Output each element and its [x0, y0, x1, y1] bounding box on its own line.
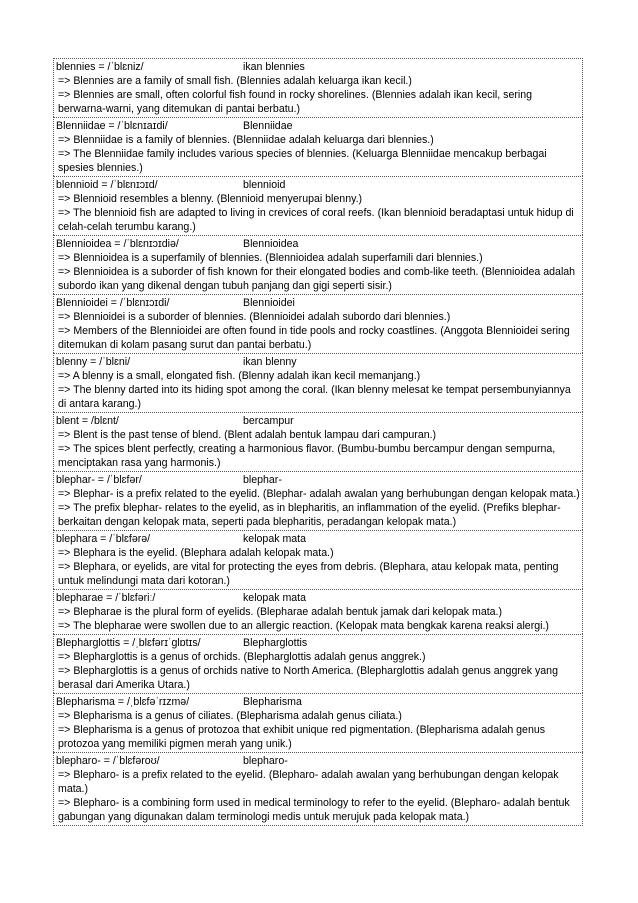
entry-headword: blephara = /ˈblɛfərə/: [56, 533, 151, 545]
entry-sentence: => The blenny darted into its hiding spot among the coral. (Ikan blenny melesat ke tempat persembunyiannya di antara karang.): [58, 384, 571, 410]
entry-sentence: => A blenny is a small, elongated fish. (Blenny adalah ikan kecil memanjang.): [58, 370, 421, 382]
entry-header: [56, 695, 580, 709]
entry-sentence: => Blephara, or eyelids, are vital for protecting the eyes from debris. (Blephara, atau kelopak mata, penting untuk melindungi mata dari kotoran.): [58, 561, 559, 587]
entry-headword: Blepharisma = /ˌblɛfəˈrɪzmə/: [56, 696, 190, 708]
entry-headword: Blennioidei = /ˈblɛnɪɔɪdi/: [56, 297, 170, 309]
entry-translation: Blepharisma: [243, 696, 302, 708]
entry-sentence: => Members of the Blennioidei are often found in tide pools and rocky coastlines. (Anggota Blennioidei sering ditemukan di kolam pasang surut dan pantai berbatu.): [58, 325, 570, 351]
entry-sentence: => Blennioid resembles a blenny. (Blennioid menyerupai blenny.): [58, 193, 363, 205]
entry-sentence: => Blephar- is a prefix related to the eyelid. (Blephar- adalah awalan yang berhubungan dengan kelopak mata.): [58, 488, 580, 500]
entry-translation: Blepharglottis: [243, 637, 308, 649]
dictionary-entry: [53, 752, 583, 826]
entry-translation: Blenniidae: [243, 120, 293, 132]
entry-sentence: => Blennies are small, often colorful fish found in rocky shorelines. (Blennies adalah ikan kecil, sering berwarna-warni, yang ditemukan di pantai berbatu.): [58, 89, 533, 115]
entry-header: [56, 754, 580, 768]
dictionary-entry: [53, 530, 583, 589]
entry-headword: blepharo- = /ˈblɛfəroʊ/: [56, 755, 160, 767]
dictionary-entry: [53, 117, 583, 176]
entry-sentence: => Blennioidei is a suborder of blennies. (Blennioidei adalah subordo dari blennies.): [58, 311, 451, 323]
entry-headword: blent = /blɛnt/: [56, 415, 119, 427]
entry-sentence: => Blepharglottis is a genus of orchids native to North America. (Blepharglottis adalah genus anggrek yang berasal dari Amerika Utara.): [58, 665, 558, 691]
dictionary-entry: [53, 634, 583, 693]
entry-sentence: => Blent is the past tense of blend. (Blent adalah bentuk lampau dari campuran.): [58, 429, 437, 441]
entry-header: [56, 119, 580, 133]
entry-headword: Blenniidae = /ˈblɛnɪaɪdi/: [56, 120, 168, 132]
entry-header: [56, 636, 580, 650]
entry-headword: Blepharglottis = /ˌblɛfərɪˈɡlɒtɪs/: [56, 637, 201, 649]
entry-headword: blenny = /ˈblɛni/: [56, 356, 131, 368]
entry-sentence: => The blepharae were swollen due to an allergic reaction. (Kelopak mata bengkak karena reaksi alergi.): [58, 620, 549, 632]
dictionary-entry: [53, 589, 583, 634]
entry-translation: kelopak mata: [243, 592, 307, 604]
entry-sentence: => Blephara is the eyelid. (Blephara adalah kelopak mata.): [58, 547, 334, 559]
entry-translation: kelopak mata: [243, 533, 307, 545]
entry-sentence: => Blennies are a family of small fish. (Blennies adalah keluarga ikan kecil.): [58, 75, 412, 87]
entry-header: [56, 355, 580, 369]
entry-translation: Blennioidea: [243, 238, 299, 250]
entry-headword: blennioid = /ˈblɛnɪɔɪd/: [56, 179, 158, 191]
dictionary-entry: [53, 176, 583, 235]
entry-sentence: => The blennioid fish are adapted to living in crevices of coral reefs. (Ikan blennioid beradaptasi untuk hidup di celah-celah terumbu karang.): [58, 207, 574, 233]
dictionary-entry: [53, 294, 583, 353]
entry-translation: ikan blenny: [243, 356, 297, 368]
entry-translation: blepharo-: [243, 755, 288, 767]
dictionary-entry: [53, 693, 583, 752]
entry-headword: blepharae = /ˈblɛfəriː/: [56, 592, 156, 604]
entry-sentence: => Blenniidae is a family of blennies. (Blenniidae adalah keluarga dari blennies.): [58, 134, 434, 146]
entry-header: [56, 532, 580, 546]
dictionary-entry: [53, 412, 583, 471]
dictionary-entry: [53, 353, 583, 412]
entry-sentence: => Blepharo- is a combining form used in medical terminology to refer to the eyelid. (Blepharo- adalah bentuk gabungan yang digunakan dalam terminologi medis untuk merujuk pada kelopak mata.): [58, 797, 570, 823]
entry-translation: ikan blennies: [243, 61, 305, 73]
entry-translation: blephar-: [243, 474, 282, 486]
entry-translation: blennioid: [243, 179, 286, 191]
entry-header: [56, 296, 580, 310]
entry-header: [56, 237, 580, 251]
entry-translation: Blennioidei: [243, 297, 295, 309]
entry-header: [56, 591, 580, 605]
entry-translation: bercampur: [243, 415, 294, 427]
entry-header: [56, 60, 580, 74]
entry-sentence: => Blepharglottis is a genus of orchids. (Blepharglottis adalah genus anggrek.): [58, 651, 426, 663]
dictionary-entry: [53, 58, 583, 117]
entry-sentence: => The Blenniidae family includes various species of blennies. (Keluarga Blenniidae mencakup berbagai spesies blennies.): [58, 148, 547, 174]
entry-sentence: => Blepharo- is a prefix related to the eyelid. (Blepharo- adalah awalan yang berhubungan dengan kelopak mata.): [58, 769, 559, 795]
entry-sentence: => Blennioidea is a superfamily of blennies. (Blennioidea adalah superfamili dari blennies.): [58, 252, 483, 264]
entry-sentence: => Blennioidea is a suborder of fish known for their elongated bodies and comb-like teeth. (Blennioidea adalah subordo ikan yang dikenal dengan tubuh panjang dan gigi seperti sisir.): [58, 266, 576, 292]
entry-sentence: => Blepharisma is a genus of ciliates. (Blepharisma adalah genus ciliata.): [58, 710, 402, 722]
dictionary-entry: [53, 235, 583, 294]
entry-sentence: => The prefix blephar- relates to the eyelid, as in blepharitis, an inflammation of the eyelid. (Prefiks blephar- berkaitan dengan kelopak mata, seperti pada blepharitis, peradangan kelopak mata.): [58, 502, 561, 528]
entry-headword: blennies = /ˈblɛniz/: [56, 61, 144, 73]
entry-headword: Blennioidea = /ˈblɛnɪɔɪdiə/: [56, 238, 179, 250]
entry-headword: blephar- = /ˈblɛfər/: [56, 474, 142, 486]
entry-header: [56, 414, 580, 428]
entry-sentence: => Blepharisma is a genus of protozoa that exhibit unique red pigmentation. (Blepharisma adalah genus protozoa yang memiliki pigmen merah yang unik.): [58, 724, 546, 750]
entry-sentence: => The spices blent perfectly, creating a harmonious flavor. (Bumbu-bumbu bercampur dengan sempurna, menciptakan rasa yang harmonis.): [58, 443, 556, 469]
entry-sentence: => Blepharae is the plural form of eyelids. (Blepharae adalah bentuk jamak dari kelopak mata.): [58, 606, 503, 618]
dictionary-entry: [53, 471, 583, 530]
entry-header: [56, 178, 580, 192]
entry-header: [56, 473, 580, 487]
dictionary-page: [53, 58, 583, 826]
